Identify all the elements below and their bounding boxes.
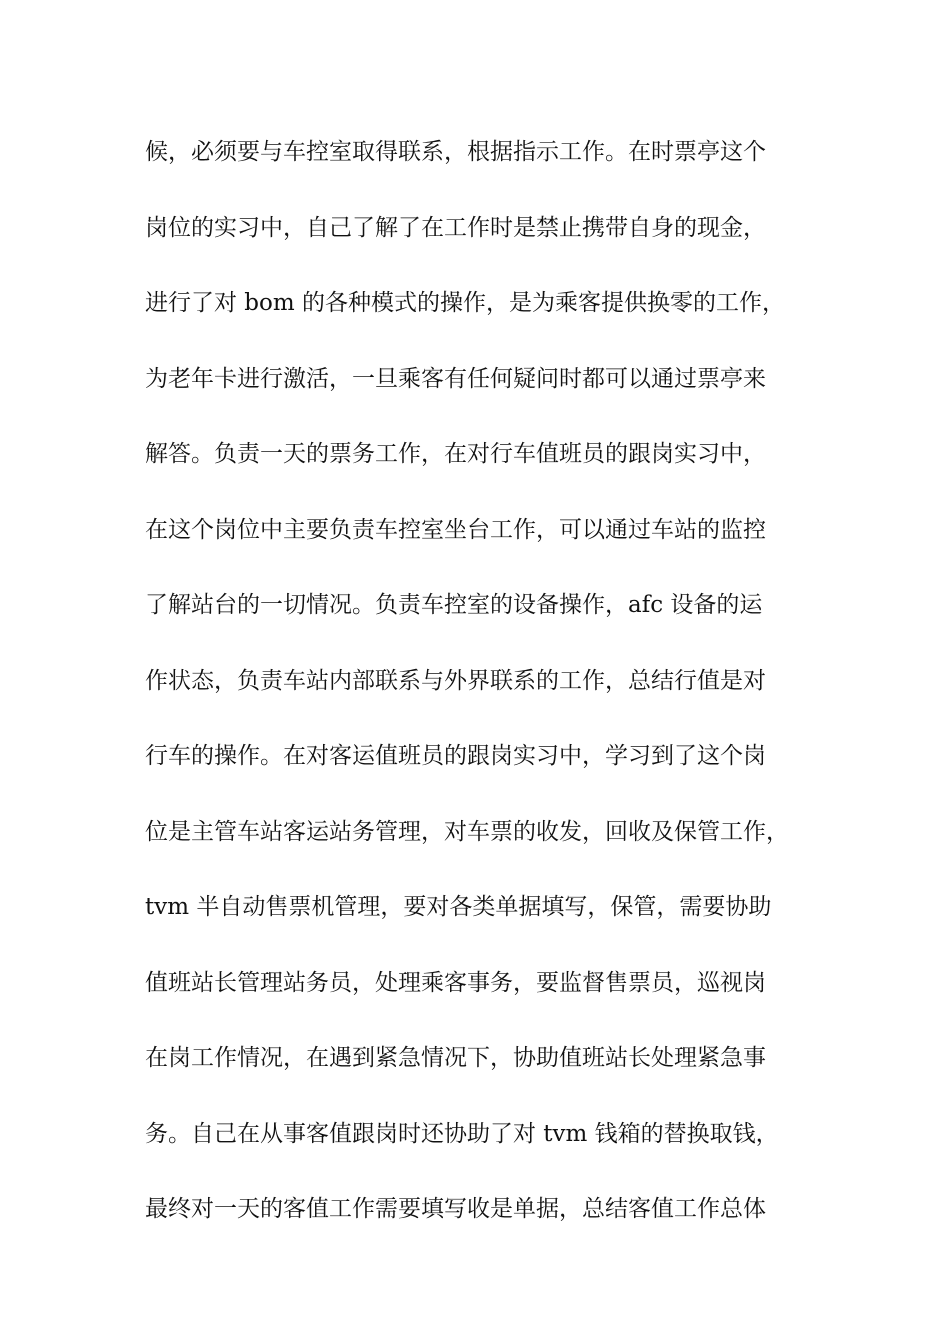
text-line: 值班站长管理站务员，处理乘客事务，要监督售票员，巡视岗 [145, 969, 766, 996]
text-line: 位是主管车站客运站务管理，对车票的收发，回收及保管工作， [145, 818, 789, 845]
text-line: 进行了对 bom 的各种模式的操作，是为乘客提供换零的工作， [145, 290, 786, 316]
text-line: tvm 半自动售票机管理，要对各类单据填写，保管，需要协助 [145, 894, 772, 920]
text-line: 行车的操作。在对客运值班员的跟岗实习中，学习到了这个岗 [145, 743, 766, 769]
body-paragraph [145, 126, 835, 1259]
text-line: 作状态，负责车站内部联系与外界联系的工作，总结行值是对 [145, 667, 766, 694]
text-line: 解答。负责一天的票务工作，在对行车值班员的跟岗实习中， [145, 441, 766, 467]
text-line: 最终对一天的客值工作需要填写收是单据，总结客值工作总体 [145, 1196, 766, 1222]
text-line: 务。自己在从事客值跟岗时还协助了对 tvm 钱箱的替换取钱， [145, 1120, 779, 1147]
text-line: 岗位的实习中，自己了解了在工作时是禁止携带自身的现金， [145, 214, 766, 241]
text-line: 在岗工作情况，在遇到紧急情况下，协助值班站长处理紧急事 [145, 1045, 766, 1071]
text-line: 在这个岗位中主要负责车控室坐台工作，可以通过车站的监控 [145, 516, 766, 543]
text-line: 了解站台的一切情况。负责车控室的设备操作，afc 设备的运 [145, 592, 763, 618]
text-line: 候，必须要与车控室取得联系，根据指示工作。在时票亭这个 [145, 139, 766, 165]
text-line: 为老年卡进行激活，一旦乘客有任何疑问时都可以通过票亭来 [145, 365, 766, 392]
